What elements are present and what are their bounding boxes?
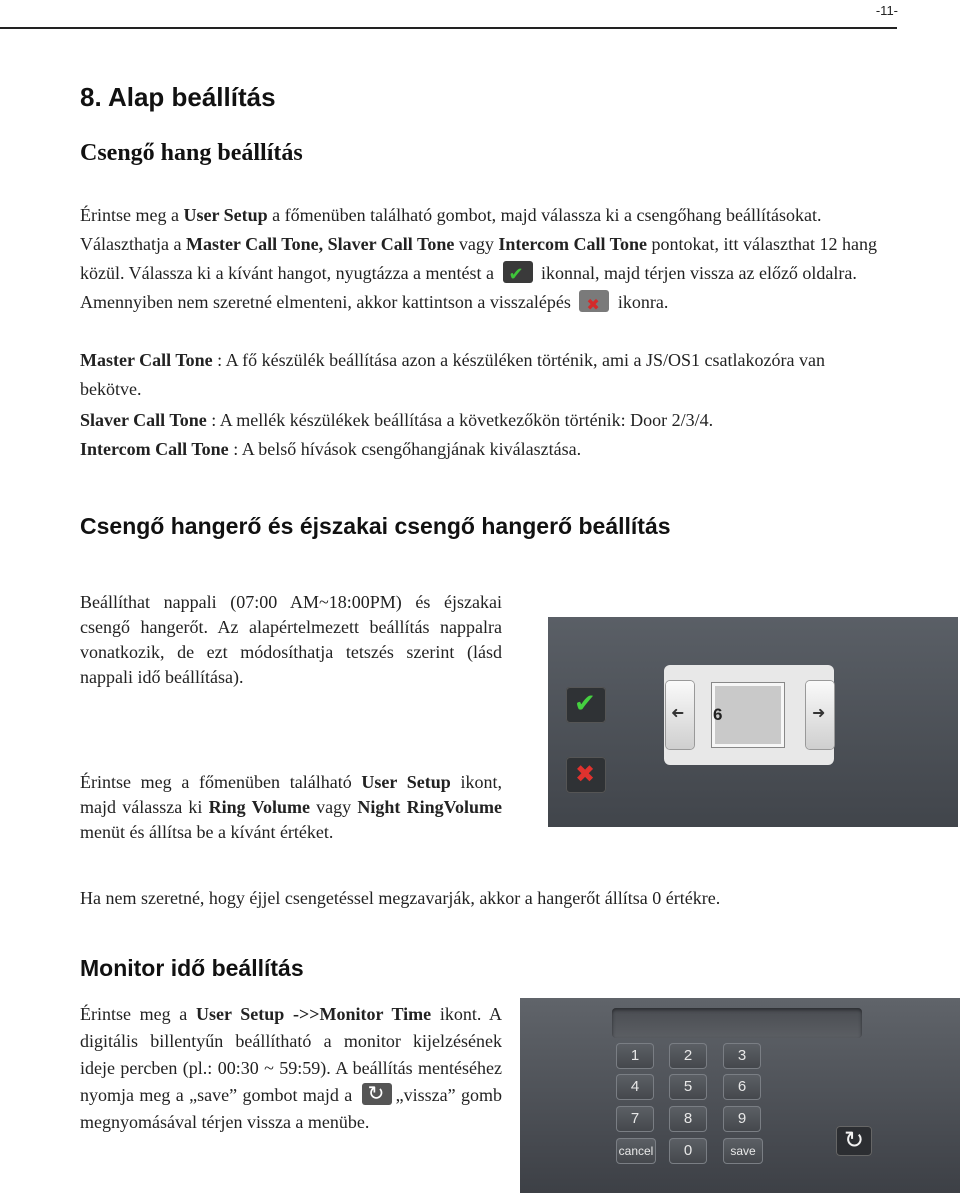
page-number: -11-	[875, 3, 898, 18]
key-5[interactable]: 5	[669, 1074, 707, 1100]
key-0[interactable]: 0	[669, 1138, 707, 1164]
monitor-keypad-screen	[520, 998, 960, 1193]
monitor-paragraph: Érintse meg a User Setup ->>Monitor Time ikont. A digitális billentyűn beállítható a monitor kijelzésének ideje percben (pl.: 00:30 ~ 59:59). A beállítás mentéséhez nyomja meg a „save” gombot majd a ↻„vissza” gomb megnyomásával térjen vissza a menübe.	[80, 1001, 502, 1136]
save-check-icon	[503, 261, 533, 283]
key-8[interactable]: 8	[669, 1106, 707, 1132]
key-4[interactable]: 4	[616, 1074, 654, 1100]
slaver-call-tone-line: Slaver Call Tone : A mellék készülékek beállítása a következőkön történik: Door 2/3/4.	[80, 410, 714, 430]
key-3[interactable]: 3	[723, 1043, 761, 1069]
cancel-button[interactable]: cancel	[616, 1138, 656, 1164]
cancel-x-icon[interactable]	[566, 757, 606, 793]
cancel-x-icon	[579, 290, 609, 312]
section-title: 8. Alap beállítás	[80, 82, 276, 112]
slaver-call-tone-label: Slaver Call Tone	[80, 410, 207, 430]
volume-screen	[548, 617, 958, 827]
intercom-call-tone-label: Intercom Call Tone	[80, 439, 229, 459]
arrow-right-icon[interactable]	[806, 681, 834, 749]
confirm-check-icon[interactable]	[566, 687, 606, 723]
time-display	[612, 1008, 862, 1038]
volume-paragraph-1: Beállíthat nappali (07:00 AM~18:00PM) és éjszakai csengő hangerőt. Az alapértelmezett beállítás nappalra vonatkozik, de ezt módosíthatja tetszés szerint (lásd nappali idő beállítása).	[80, 592, 502, 687]
ring-tone-paragraph: Érintse meg a User Setup a főmenüben található gombot, majd válassza ki a csengőhang beállításokat. Választhatja a Master Call Tone, Slaver Call Tone vagy Intercom Call Tone pontokat, itt választhat 12 hang közül. Válassza ki a kívánt hangot, nyugtázza a mentést a ✔ ikonnal, majd térjen vissza az előző oldalra. Amennyiben nem szeretné elmenteni, akkor kattintson a visszalépés ✖ ikonra.	[80, 201, 880, 317]
volume-paragraph-2: Érintse meg a főmenüben található User Setup ikont, majd válassza ki Ring Volume vagy Night RingVolume menüt és állítsa be a kívánt értéket.	[80, 772, 502, 842]
monitor-heading: Monitor idő beállítás	[80, 955, 304, 981]
master-call-tone-line: Master Call Tone : A fő készülék beállítása azon a készüléken történik, ami a JS/OS1 csatlakozóra van bekötve.	[80, 350, 825, 399]
volume-paragraph-3: Ha nem szeretné, hogy éjjel csengetéssel megzavarják, akkor a hangerőt állítsa 0 értékre.	[80, 888, 721, 908]
key-7[interactable]: 7	[616, 1106, 654, 1132]
header-rule	[0, 27, 897, 29]
key-6[interactable]: 6	[723, 1074, 761, 1100]
back-refresh-icon	[362, 1083, 392, 1105]
back-refresh-icon[interactable]: ↻	[836, 1126, 872, 1156]
key-2[interactable]: 2	[669, 1043, 707, 1069]
master-call-tone-label: Master Call Tone	[80, 350, 213, 370]
ring-tone-heading: Csengő hang beállítás	[80, 140, 303, 166]
volume-value: 6	[713, 705, 723, 724]
save-button[interactable]: save	[723, 1138, 763, 1164]
key-9[interactable]: 9	[723, 1106, 761, 1132]
key-1[interactable]: 1	[616, 1043, 654, 1069]
arrow-left-icon[interactable]	[666, 681, 694, 749]
volume-heading: Csengő hangerő és éjszakai csengő hangerő beállítás	[80, 513, 671, 539]
volume-display	[712, 683, 784, 747]
intercom-call-tone-line: Intercom Call Tone : A belső hívások csengőhangjának kiválasztása.	[80, 439, 582, 459]
